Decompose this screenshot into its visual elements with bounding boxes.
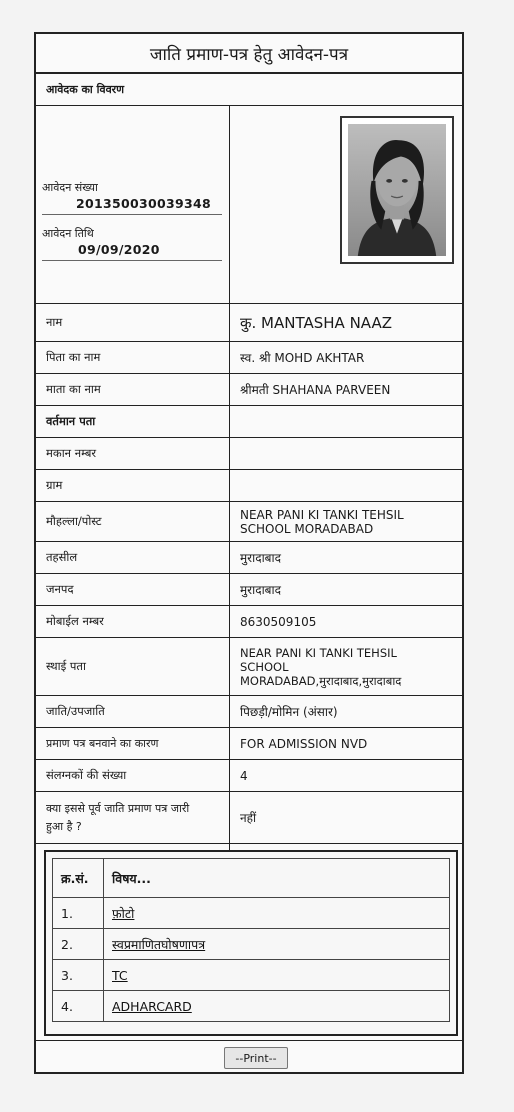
previous-certificate-value: नहीं <box>240 811 257 825</box>
current-address-value <box>230 406 462 437</box>
mother-label: माता का नाम <box>36 374 230 405</box>
application-info <box>36 106 230 303</box>
field-row-reason <box>36 728 462 760</box>
attachment-link-photo[interactable]: फ़ोटो <box>112 905 135 921</box>
permanent-line-3: MORADABAD,मुरादाबाद,मुरादाबाद <box>240 673 402 688</box>
table-row <box>53 960 450 991</box>
locality-line-2: SCHOOL MORADABAD <box>240 521 374 536</box>
father-value: स्व. श्री MOHD AKHTAR <box>240 351 365 365</box>
field-row-current-address <box>36 406 462 438</box>
previous-label-line-2: हुआ है ? <box>46 819 82 833</box>
current-address-label: वर्तमान पता <box>36 406 230 437</box>
field-row-previous-certificate <box>36 792 462 844</box>
row-item-cell <box>104 960 450 991</box>
field-row-district <box>36 574 462 606</box>
village-label: ग्राम <box>36 470 230 501</box>
table-header-row <box>53 859 450 898</box>
mother-value: श्रीमती SHAHANA PARVEEN <box>240 383 391 397</box>
attachments-count-value: 4 <box>240 768 248 783</box>
row-item-cell <box>104 929 450 960</box>
attachments-panel <box>44 850 458 1036</box>
name-label: नाम <box>36 304 230 341</box>
field-row-permanent-address <box>36 638 462 696</box>
previous-label-line-1: क्या इससे पूर्व जाति प्रमाण पत्र जारी <box>46 801 190 815</box>
field-row-mobile <box>36 606 462 638</box>
section-header: आवेदक का विवरण <box>46 83 125 96</box>
mobile-label: मोबाईल नम्बर <box>36 606 230 637</box>
tehsil-label: तहसील <box>36 542 230 573</box>
reason-label: प्रमाण पत्र बनवाने का कारण <box>36 728 230 759</box>
reason-value: FOR ADMISSION NVD <box>240 736 368 751</box>
row-item-cell <box>104 898 450 929</box>
section-header-row <box>36 74 462 106</box>
divider <box>42 260 222 261</box>
row-sno: 4. <box>53 991 104 1022</box>
application-info-row <box>36 106 462 304</box>
attachment-link-adharcard[interactable]: ADHARCARD <box>112 998 192 1014</box>
print-bar <box>36 1040 462 1073</box>
tehsil-value: मुरादाबाद <box>240 551 282 565</box>
row-sno: 2. <box>53 929 104 960</box>
application-number: 201350030039348 <box>76 196 211 211</box>
house-no-value <box>230 438 462 469</box>
permanent-address-label: स्थाई पता <box>36 638 230 695</box>
field-row-village <box>36 470 462 502</box>
field-row-father <box>36 342 462 374</box>
field-row-house-no <box>36 438 462 470</box>
field-row-mother <box>36 374 462 406</box>
permanent-line-2: SCHOOL <box>240 659 289 674</box>
table-row <box>53 929 450 960</box>
caste-label: जाति/उपजाति <box>36 696 230 727</box>
district-value: मुरादाबाद <box>240 583 282 597</box>
application-form <box>34 32 464 1074</box>
name-value: कु. MANTASHA NAAZ <box>240 313 393 332</box>
field-row-name <box>36 304 462 342</box>
row-item-cell <box>104 991 450 1022</box>
row-sno: 1. <box>53 898 104 929</box>
application-date-label: आवेदन तिथि <box>42 227 94 240</box>
form-title: जाति प्रमाण-पत्र हेतु आवेदन-पत्र <box>36 34 462 74</box>
attachment-link-tc[interactable]: TC <box>112 967 128 983</box>
field-row-caste <box>36 696 462 728</box>
table-row <box>53 898 450 929</box>
previous-certificate-label <box>36 792 230 843</box>
portrait-image <box>348 124 446 256</box>
locality-line-1: NEAR PANI KI TANKI TEHSIL <box>240 507 404 522</box>
attachment-link-self-declaration[interactable]: स्वप्रमाणितघोषणापत्र <box>112 936 206 952</box>
village-value <box>230 470 462 501</box>
permanent-address-value <box>230 638 462 695</box>
father-label: पिता का नाम <box>36 342 230 373</box>
field-row-tehsil <box>36 542 462 574</box>
house-no-label: मकान नम्बर <box>36 438 230 469</box>
application-date: 09/09/2020 <box>78 242 160 257</box>
column-header-sno: क्र.सं. <box>53 859 104 898</box>
divider <box>42 214 222 215</box>
caste-value: पिछड़ी/मोमिन (अंसार) <box>240 705 338 719</box>
locality-value <box>230 502 462 541</box>
column-header-item: विषय... <box>104 859 450 898</box>
field-row-locality <box>36 502 462 542</box>
field-row-attachments-count <box>36 760 462 792</box>
permanent-line-1: NEAR PANI KI TANKI TEHSIL <box>240 645 397 660</box>
attachments-count-label: संलग्नकों की संख्या <box>36 760 230 791</box>
row-sno: 3. <box>53 960 104 991</box>
locality-label: मौहल्ला/पोस्ट <box>36 502 230 541</box>
print-button[interactable]: --Print-- <box>224 1047 288 1069</box>
table-row <box>53 991 450 1022</box>
applicant-photo <box>340 116 454 264</box>
attachments-table <box>52 858 450 1022</box>
application-number-label: आवेदन संख्या <box>42 181 98 194</box>
mobile-value: 8630509105 <box>240 614 317 629</box>
district-label: जनपद <box>36 574 230 605</box>
